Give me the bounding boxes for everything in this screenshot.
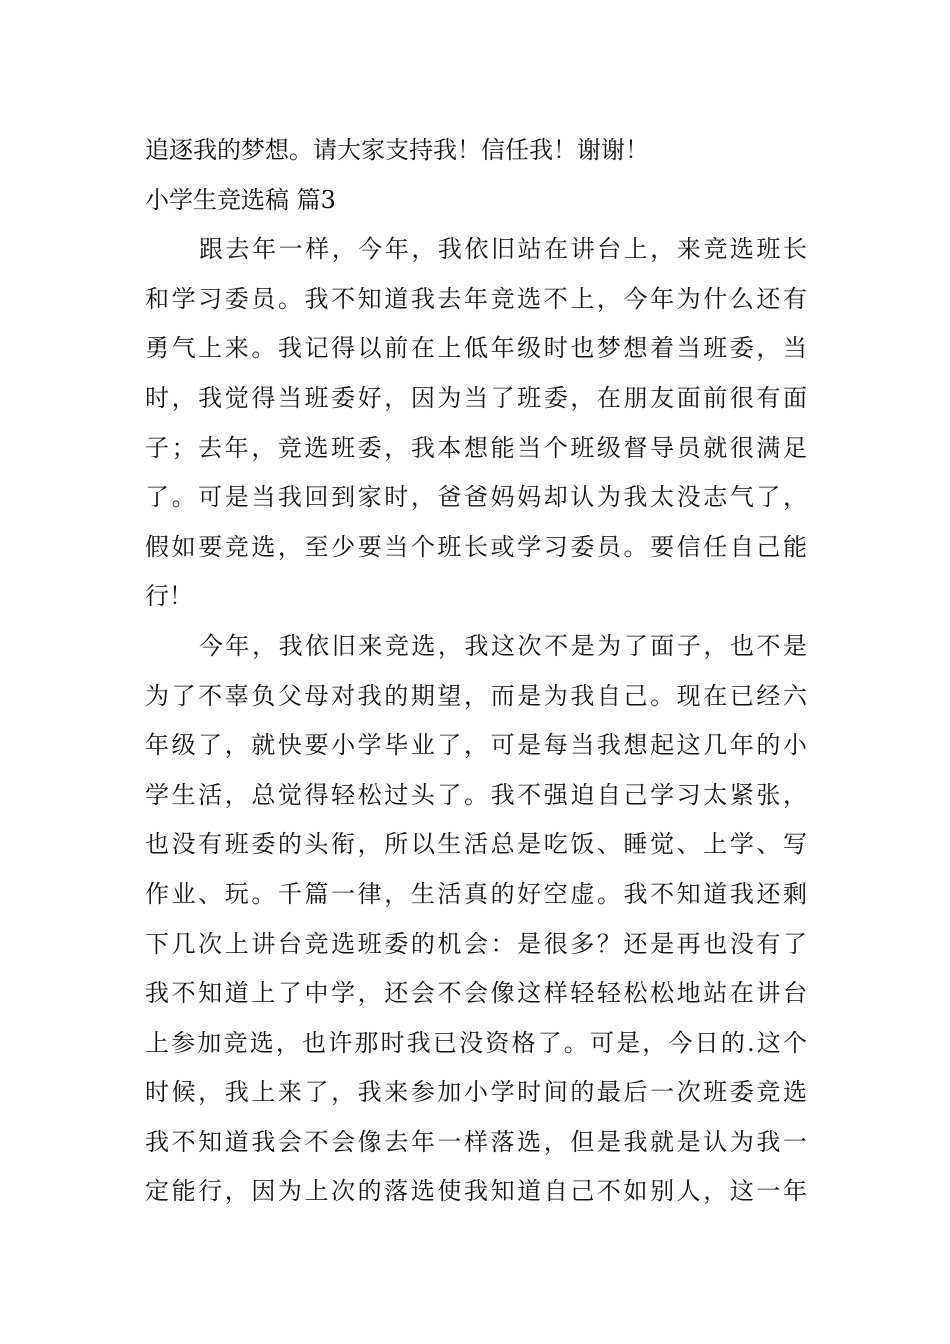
text-line: 也没有班委的头衔，所以生活总是吃饭、睡觉、上学、写	[145, 830, 807, 859]
text-line: 为了不辜负父母对我的期望，而是为我自己。现在已经六	[145, 681, 807, 710]
text-line: 子；去年，竞选班委，我本想能当个班级督导员就很满足	[145, 433, 807, 462]
text-line: 假如要竞选，至少要当个班长或学习委员。要信任自己能	[145, 532, 807, 561]
text-line: 上参加竞选，也许那时我已没资格了。可是，今日的.这个	[145, 1028, 807, 1057]
text-line: 年级了，就快要小学毕业了，可是每当我想起这几年的小	[145, 731, 807, 760]
document-body	[145, 126, 807, 1217]
section-heading: 小学生竞选稿 篇3	[145, 185, 336, 214]
text-line: 我不知道上了中学，还会不会像这样轻轻松松地站在讲台	[145, 979, 807, 1008]
text-line: 和学习委员。我不知道我去年竞选不上，今年为什么还有	[145, 284, 807, 313]
text-line: 作业、玩。千篇一律，生活真的好空虚。我不知道我还剩	[145, 879, 807, 908]
text-line: 跟去年一样，今年，我依旧站在讲台上，来竞选班长	[199, 235, 807, 264]
text-line: 定能行，因为上次的落选使我知道自己不如别人，这一年	[145, 1177, 807, 1206]
text-line: 勇气上来。我记得以前在上低年级时也梦想着当班委，当	[145, 334, 807, 363]
text-line: 行！	[145, 582, 193, 611]
text-line: 追逐我的梦想。请大家支持我！信任我！谢谢！	[145, 136, 649, 164]
text-line: 时候，我上来了，我来参加小学时间的最后一次班委竞选	[145, 1078, 807, 1107]
text-line: 我不知道我会不会像去年一样落选，但是我就是认为我一	[145, 1127, 807, 1156]
text-line: 下几次上讲台竞选班委的机会：是很多？还是再也没有了	[145, 929, 807, 958]
text-line: 了。可是当我回到家时，爸爸妈妈却认为我太没志气了，	[145, 483, 807, 512]
text-line: 时，我觉得当班委好，因为当了班委，在朋友面前很有面	[145, 383, 807, 412]
text-line: 今年，我依旧来竞选，我这次不是为了面子，也不是	[199, 631, 807, 660]
text-line: 学生活，总觉得轻松过头了。我不强迫自己学习太紧张，	[145, 780, 807, 809]
